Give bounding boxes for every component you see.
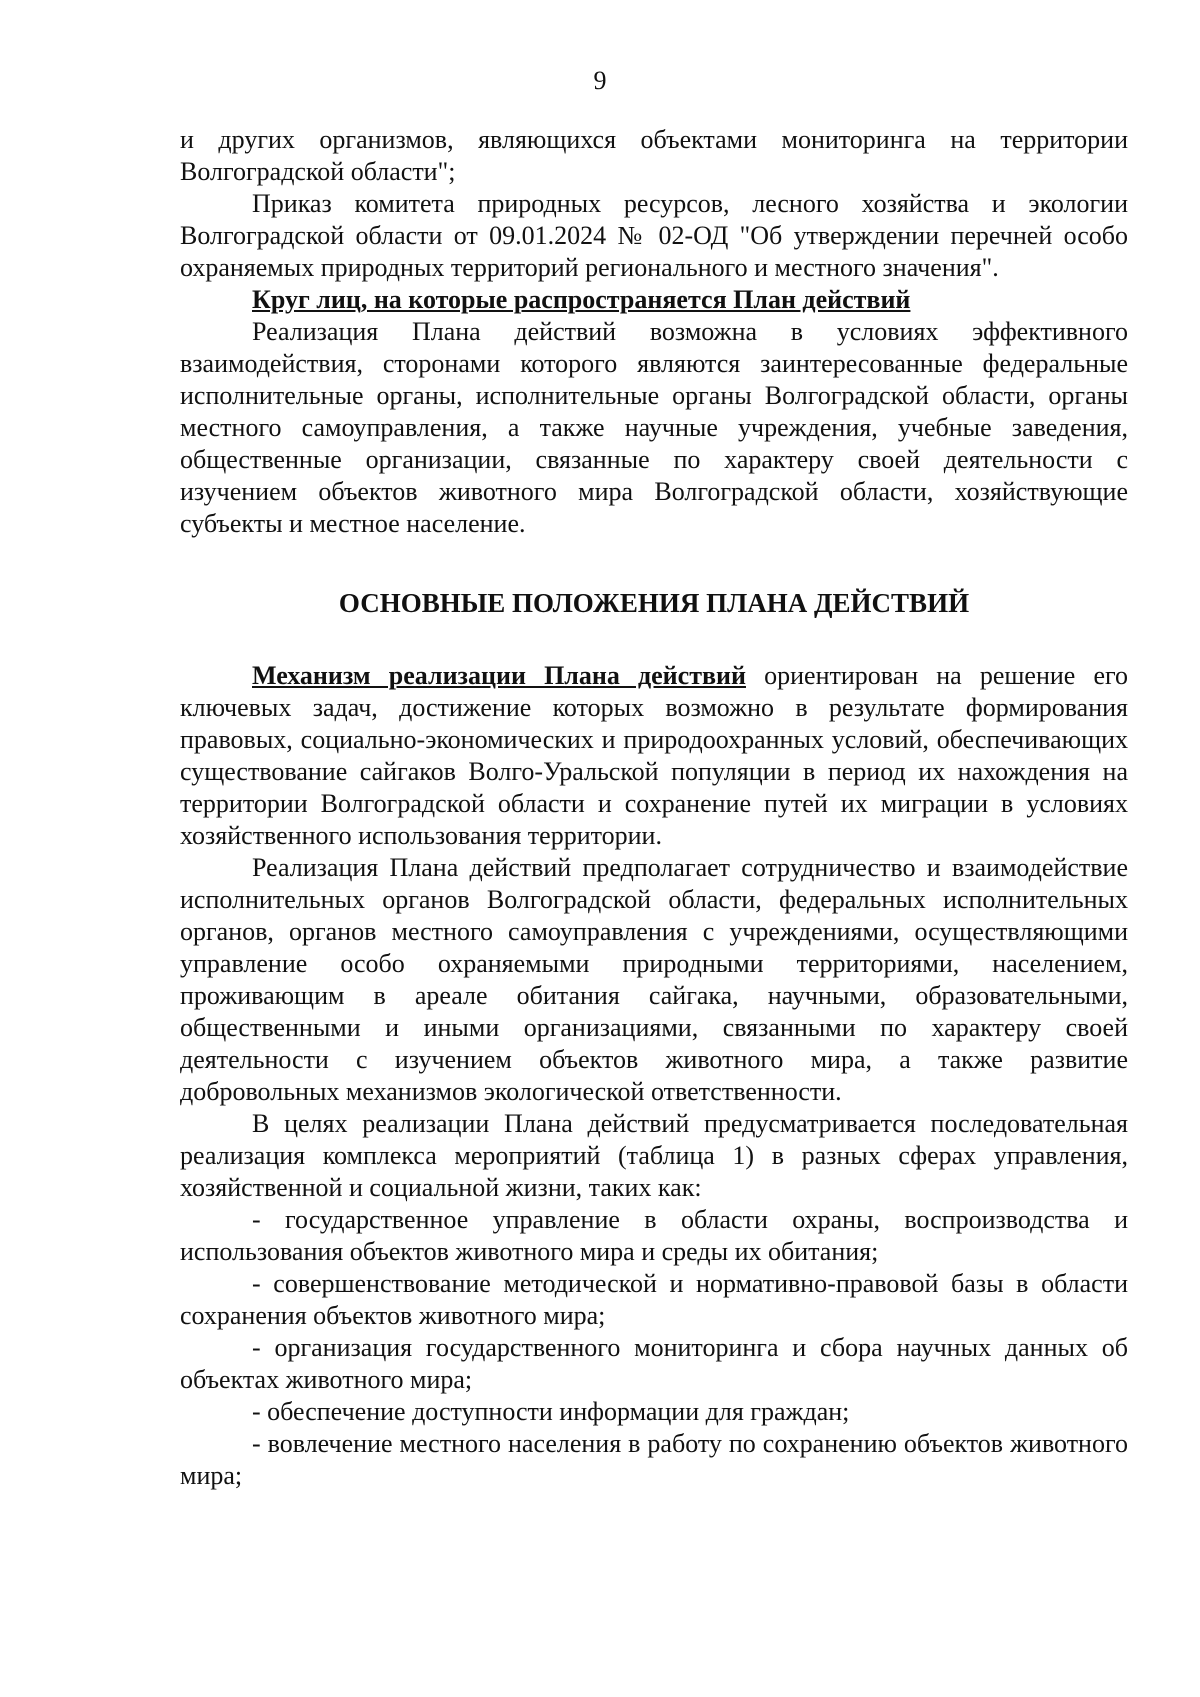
list-item: - организация государственного мониторинга и сбора научных данных об объектах животного мира;: [180, 1333, 1128, 1394]
list-item: - государственное управление в области охраны, воспроизводства и использования объектов животного мира и среды их обитания;: [180, 1205, 1128, 1266]
paragraph-implementation: Реализация Плана действий предполагает сотрудничество и взаимодействие исполнительных органов Волгоградской области, федеральных исполнительных органов, органов местного самоуправления с учреждениями, осуществляющими управление особо охраняемыми природными территориями, населением, проживающим в ареале обитания сайгака, научными, образовательными, общественными и иными организациями, связанными по характеру своей деятельности с изучением объектов животного мира, а также развитие добровольных механизмов экологической ответственности.: [180, 853, 1128, 1106]
document-body: [180, 124, 1128, 1492]
paragraph-circle-of-persons: Реализация Плана действий возможна в условиях эффективного взаимодействия, сторонами которого являются заинтересованные федеральные исполнительные органы, исполнительные органы Волгоградской области, органы местного самоуправления, а также научные учреждения, учебные заведения, общественные организации, связанные по характеру своей деятельности с изучением объектов животного мира Волгоградской области, хозяйствующие субъекты и местное население.: [180, 317, 1128, 538]
list-item: - обеспечение доступности информации для граждан;: [252, 1397, 850, 1426]
list-item: - совершенствование методической и нормативно-правовой базы в области сохранения объектов животного мира;: [180, 1269, 1128, 1330]
circle-heading-text: Круг лиц, на которые распространяется План действий: [252, 285, 911, 314]
section-title: ОСНОВНЫЕ ПОЛОЖЕНИЯ ПЛАНА ДЕЙСТВИЙ: [338, 588, 970, 618]
page-number: 9: [593, 66, 607, 95]
mechanism-heading-text: Механизм реализации Плана действий: [252, 661, 746, 690]
list-item: - вовлечение местного населения в работу по сохранению объектов животного мира;: [180, 1429, 1128, 1490]
paragraph-goals: В целях реализации Плана действий предусматривается последовательная реализация комплекса мероприятий (таблица 1) в разных сферах управления, хозяйственной и социальной жизни, таких как:: [180, 1109, 1128, 1202]
subsection-heading-circle: [180, 284, 1128, 316]
paragraph-order-reference: Приказ комитета природных ресурсов, лесного хозяйства и экологии Волгоградской области от 09.01.2024 № 02-ОД "Об утверждении перечней особо охраняемых природных территорий регионального и местного значения".: [180, 189, 1128, 282]
paragraph-continuation: и других организмов, являющихся объектами мониторинга на территории Волгоградской области";: [180, 125, 1128, 186]
paragraph-mechanism: [180, 660, 1128, 852]
mechanism-paragraph-text: ориентирован на решение его ключевых задач, достижение которых возможно в результате формирования правовых, социально-экономических и природоохранных условий, обеспечивающих существование сайгаков Волго-Уральской популяции в период их нахождения на территории Волгоградской области и сохранение путей их миграции в условиях хозяйственного использования территории.: [180, 661, 1129, 850]
